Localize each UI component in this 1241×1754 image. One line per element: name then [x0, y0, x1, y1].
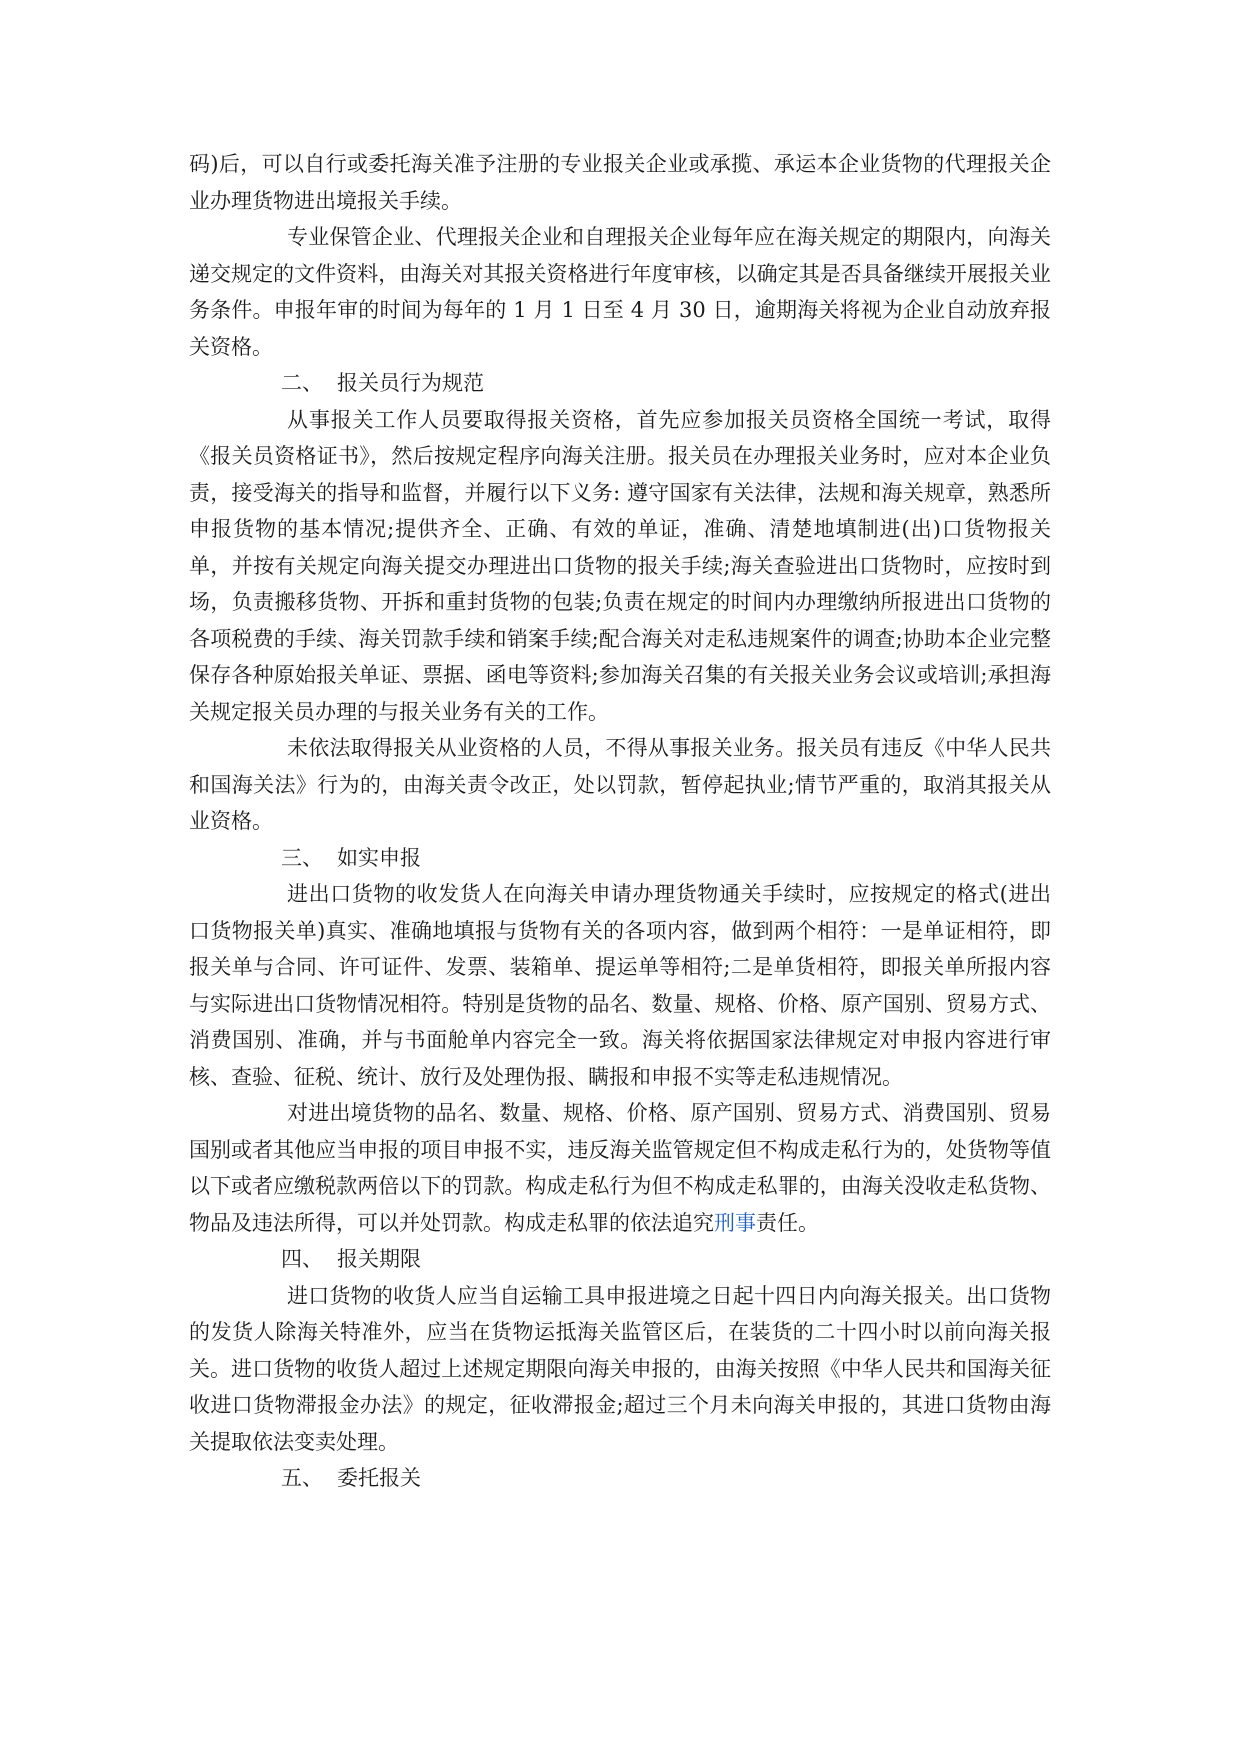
criminal-law-link[interactable]: 刑事	[714, 1210, 756, 1235]
paragraph: 进口货物的收货人应当自运输工具申报进境之日起十四日内向海关报关。出口货物的发货人除海关特准外，应当在货物运抵海关监管区后，在装货的二十四小时以前向海关报关。进口货物的收货人超过上述规定期限向海关申报的，由海关按照《中华人民共和国海关征收进口货物滞报金办法》的规定，征收滞报金;超过三个月未向海关申报的，其进口货物由海关提取依法变卖处理。	[189, 1283, 1051, 1454]
section-heading	[189, 1460, 1051, 1497]
paragraph-text: 对进出境货物的品名、数量、规格、价格、原产国别、贸易方式、消费国别、贸易国别或者其他应当申报的项目申报不实，违反海关监管规定但不构成走私行为的，处货物等值以下或者应缴税款两倍以下的罚款。构成走私行为但不构成走私罪的，由海关没收走私货物、物品及违法所得，可以并处罚款。构成走私罪的依法追究	[189, 1101, 1051, 1235]
section-heading	[189, 365, 1051, 402]
section-title: 报关期限	[337, 1247, 421, 1271]
paragraph: 进出口货物的收发货人在向海关申请办理货物通关手续时，应按规定的格式(进出口货物报关单)真实、准确地填报与货物有关的各项内容，做到两个相符：一是单证相符，即报关单与合同、许可证件、发票、装箱单、提运单等相符;二是单货相符，即报关单所报内容与实际进出口货物情况相符。特别是货物的品名、数量、规格、价格、原产国别、贸易方式、消费国别、准确，并与书面舱单内容完全一致。海关将依据国家法律规定对申报内容进行审核、查验、征税、统计、放行及处理伪报、瞒报和申报不实等走私违规情况。	[189, 882, 1051, 1089]
paragraph	[189, 1095, 1051, 1241]
section-number: 二、	[281, 371, 323, 395]
section-title: 委托报关	[337, 1466, 421, 1490]
section-title: 如实申报	[337, 845, 421, 870]
section-number: 三、	[281, 845, 323, 870]
paragraph: 码)后，可以自行或委托海关准予注册的专业报关企业或承揽、承运本企业货物的代理报关企业办理货物进出境报关手续。	[189, 152, 1051, 213]
section-number: 五、	[281, 1466, 323, 1490]
section-title: 报关员行为规范	[337, 371, 484, 395]
section-heading	[189, 1241, 1051, 1278]
paragraph: 从事报关工作人员要取得报关资格，首先应参加报关员资格全国统一考试，取得《报关员资格证书》，然后按规定程序向海关注册。报关员在办理报关业务时，应对本企业负责，接受海关的指导和监督，并履行以下义务: 遵守国家有关法律，法规和海关规章，熟悉所申报货物的基本情况;提供齐全、正确、有效的单证，准确、清楚地填制进(出)口货物报关单，并按有关规定向海关提交办理进出口货物的报关手续;海关查验进出口货物时，应按时到场，负责搬移货物、开拆和重封货物的包装;负责在规定的时间内办理缴纳所报进出口货物的各项税费的手续、海关罚款手续和销案手续;配合海关对走私违规案件的调查;协助本企业完整保存各种原始报关单证、票据、函电等资料;参加海关召集的有关报关业务会议或培训;承担海关规定报关员办理的与报关业务有关的工作。	[189, 407, 1051, 724]
section-heading	[189, 840, 1051, 877]
paragraph: 未依法取得报关从业资格的人员，不得从事报关业务。报关员有违反《中华人民共和国海关法》行为的，由海关责令改正，处以罚款，暂停起执业;情节严重的，取消其报关从业资格。	[189, 736, 1051, 833]
paragraph: 专业保管企业、代理报关企业和自理报关企业每年应在海关规定的期限内，向海关递交规定的文件资料，由海关对其报关资格进行年度审核，以确定其是否具备继续开展报关业务条件。申报年审的时间为每年的 1 月 1 日至 4 月 30 日，逾期海关将视为企业自动放弃报关资格。	[189, 225, 1051, 359]
document-body	[189, 146, 1051, 1497]
paragraph-text: 责任。	[756, 1210, 819, 1235]
section-number: 四、	[281, 1247, 323, 1271]
